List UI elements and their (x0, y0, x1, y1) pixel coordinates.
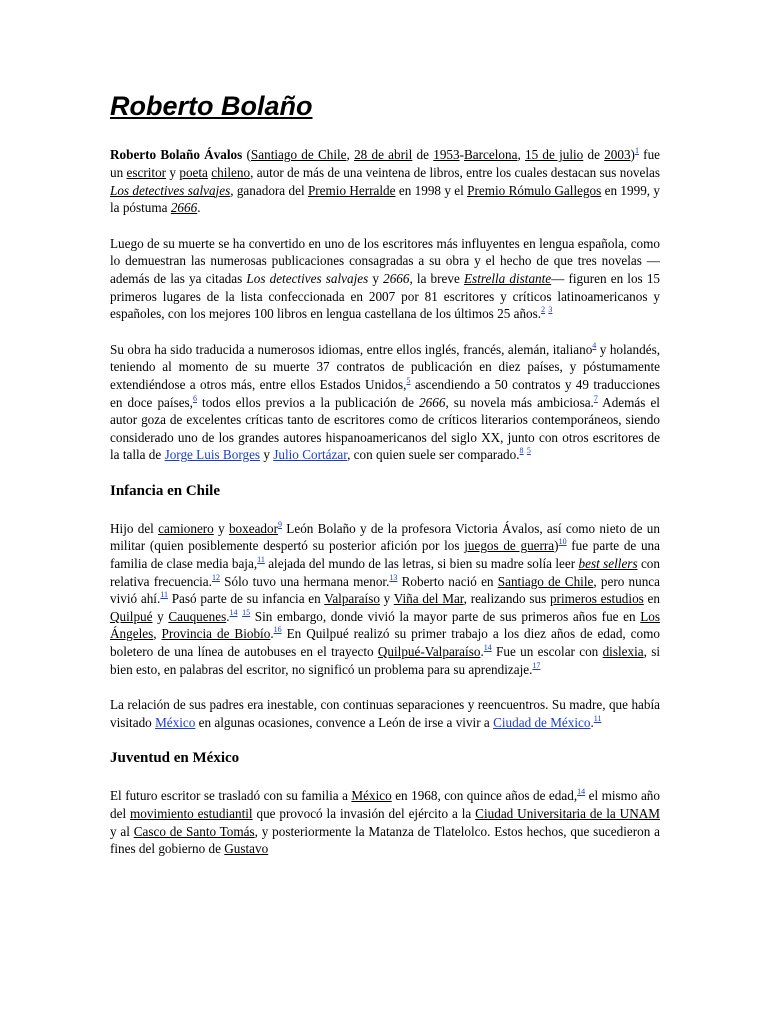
footnote-ref[interactable]: 9 (278, 519, 283, 529)
link-mexico[interactable]: México (155, 714, 196, 730)
footnote-ref[interactable]: 14 (483, 643, 492, 653)
footnote-ref[interactable]: 1 (634, 146, 639, 156)
footnote-ref[interactable]: 5 (526, 446, 531, 456)
paragraph-move: La relación de sus padres era inestable, con continuas separaciones y reencuentros. Su madre, que había visitado México en algunas ocasiones, convence a León de irse a vivir a Ciudad de México.$^{11}$ (110, 697, 660, 730)
subject-name: Roberto Bolaño Ávalos (110, 147, 243, 163)
paragraph-childhood: Hijo del camionero y boxeador$^9$ León Bolaño y de la profesora Victoria Ávalos, así como nieto de un militar (quien posiblemente despertó su posterior afición por los juegos de guerra)$^{10}$ fue parte de una familia de clase media baja,$^{11}$ alejada del mundo de las letras, si bien su madre solía leer best sellers con relativa frecuencia.$^{12}$ Sólo tuvo una hermana menor.$^{13}$ Roberto nació en Santiago de Chile, pero nunca vivió ahí.$^{11}$ Pasó parte de su infancia en Valparaíso y Viña del Mar, realizando sus primeros estudios en Quilpué y Cauquenes.$^{14}$ $^{15}$ Sin embargo, donde vivió la mayor parte de sus primeros años fue en Los Ángeles, Provincia de Biobío.$^{16}$ En Quilpué realizó su primer trabajo a los diez años de edad, como boletero de una línea de autobuses en el trayecto Quilpué-Valparaíso.$^{14}$ Fue un escolar con dislexia, si bien esto, en palabras del escritor, no significó un problema para su aprendizaje.$^{17}$ (110, 519, 661, 677)
link-escritor[interactable]: escritor (126, 164, 167, 180)
link-unam[interactable]: Ciudad Universitaria de la UNAM (475, 806, 660, 822)
footnote-ref[interactable]: 10 (558, 537, 567, 547)
link-casco-santo-tomas[interactable]: Casco de Santo Tomás (133, 823, 255, 839)
footnote-ref[interactable]: 11 (593, 713, 602, 723)
link-best-sellers[interactable]: best sellers (578, 556, 638, 572)
link-valparaiso[interactable]: Valparaíso (324, 591, 380, 607)
link-28-abril[interactable]: 28 de abril (354, 147, 413, 163)
footnote-ref[interactable]: 11 (257, 555, 265, 565)
link-poeta[interactable]: poeta (179, 164, 208, 180)
link-camionero[interactable]: camionero (158, 520, 214, 536)
link-quilpue[interactable]: Quilpué (110, 608, 153, 624)
link-vina-del-mar[interactable]: Viña del Mar (393, 591, 464, 607)
footnote-ref[interactable]: 2 (541, 305, 546, 315)
footnote-ref[interactable]: 8 (519, 446, 524, 456)
footnote-ref[interactable]: 14 (577, 787, 586, 797)
link-chileno[interactable]: chileno (211, 164, 251, 180)
footnote-ref[interactable]: 13 (389, 572, 398, 582)
link-santiago[interactable]: Santiago de Chile (250, 147, 347, 163)
link-2666[interactable]: 2666 (170, 200, 198, 216)
link-15-julio[interactable]: 15 de julio (525, 147, 584, 163)
heading-juventud: Juventud en México (110, 750, 240, 767)
footnote-ref[interactable]: 5 (406, 375, 411, 385)
link-herralde[interactable]: Premio Herralde (307, 182, 396, 198)
link-borges[interactable]: Jorge Luis Borges (164, 447, 261, 463)
footnote-ref[interactable]: 14 (229, 607, 238, 617)
link-dislexia[interactable]: dislexia (602, 644, 644, 660)
link-gallegos[interactable]: Premio Rómulo Gallegos (467, 182, 602, 198)
link-cauquenes[interactable]: Cauquenes (168, 608, 227, 624)
footnote-ref[interactable]: 6 (192, 393, 197, 403)
article-body (110, 90, 660, 876)
link-detectives[interactable]: Los detectives salvajes (110, 182, 231, 198)
footnote-ref[interactable]: 7 (593, 393, 598, 403)
link-1953[interactable]: 1953 (433, 147, 460, 163)
footnote-ref[interactable]: 3 (548, 305, 553, 315)
link-estrella-distante[interactable]: Estrella distante (464, 270, 552, 286)
link-ciudad-de-mexico[interactable]: Ciudad de México (493, 714, 591, 730)
footnote-ref[interactable]: 4 (592, 340, 597, 350)
heading-infancia: Infancia en Chile (110, 482, 221, 499)
paragraph-intro: Roberto Bolaño Ávalos (Santiago de Chile, 28 de abril de 1953-Barcelona, 15 de julio de 2003)$^1$ fue un escritor y poeta chileno, autor de más de una veintena de libros, entre los cuales destacan sus novelas Los detectives salvajes, ganadora del Premio Herralde en 1998 y el Premio Rómulo Gallegos en 1999, y la póstuma 2666. (110, 146, 661, 216)
footnote-ref[interactable]: 12 (211, 572, 220, 582)
footnote-ref[interactable]: 17 (532, 660, 541, 670)
footnote-ref[interactable]: 16 (273, 625, 282, 635)
link-biobio[interactable]: Provincia de Biobío (161, 626, 271, 642)
paragraph-youth: El futuro escritor se trasladó con su familia a México en 1968, con quince años de edad,$^{14}$ el mismo año del movimiento estudiantil que provocó la invasión del ejército a la Ciudad Universitaria de la UNAM y al Casco de Santo Tomás, y posteriormente la Matanza de Tlatelolco. Estos hechos, que sucedieron a fines del gobierno de Gustavo (110, 787, 660, 857)
link-santiago-2[interactable]: Santiago de Chile (497, 573, 594, 589)
link-barcelona[interactable]: Barcelona (464, 147, 518, 163)
link-los-angeles[interactable]: Los Ángeles (110, 608, 660, 642)
footnote-ref[interactable]: 11 (160, 590, 168, 600)
link-boxeador[interactable]: boxeador (228, 520, 279, 536)
footnote-ref[interactable]: 15 (242, 607, 251, 617)
paragraph-translations: Su obra ha sido traducida a numerosos idiomas, entre ellos inglés, francés, alemán, italiano$^4$ y holandés, teniendo al momento de su muerte 37 contratos de publicación en diez países, y póstumamente extendiéndose a otros más, entre ellos Estados Unidos,$^5$ ascendiendo a 50 contratos y 49 traducciones en doce países,$^6$ todos ellos previos a la publicación de 2666, su novela más ambiciosa.$^7$ Además el autor goza de excelentes críticas tanto de escritores como de críticos literarios contemporáneos, siendo considerado uno de los grandes autores hispanoamericanos del siglo XX, junto con otros escritores de la talla de Jorge Luis Borges y Julio Cortázar, con quien suele ser comparado.$^8$ $^5$ (110, 340, 660, 463)
paragraph-legacy: Luego de su muerte se ha convertido en uno de los escritores más influyentes en lengua española, como lo demuestran las numerosas publicaciones consagradas a su obra y el hecho de que tres novelas —además de las ya citadas Los detectives salvajes y 2666, la breve Estrella distante— figuren en los 15 primeros lugares de la lista confeccionada en 2007 por 81 escritores y críticos latinoamericanos y españoles, con los mejores 100 libros en lengua castellana de los últimos 25 años.$^2$ $^3$ (110, 235, 661, 322)
link-2003[interactable]: 2003 (604, 147, 631, 163)
link-juegos-de-guerra[interactable]: juegos de guerra (464, 538, 555, 554)
link-movimiento-estudiantil[interactable]: movimiento estudiantil (130, 806, 253, 822)
link-gustavo[interactable]: Gustavo (224, 841, 269, 857)
link-primeros-estudios[interactable]: primeros estudios (549, 591, 644, 607)
page-title: Roberto Bolaño (110, 91, 313, 121)
link-quilpue-valparaiso[interactable]: Quilpué-Valparaíso (377, 644, 481, 660)
link-mexico-2[interactable]: México (351, 788, 392, 804)
link-cortazar[interactable]: Julio Cortázar (273, 447, 348, 463)
